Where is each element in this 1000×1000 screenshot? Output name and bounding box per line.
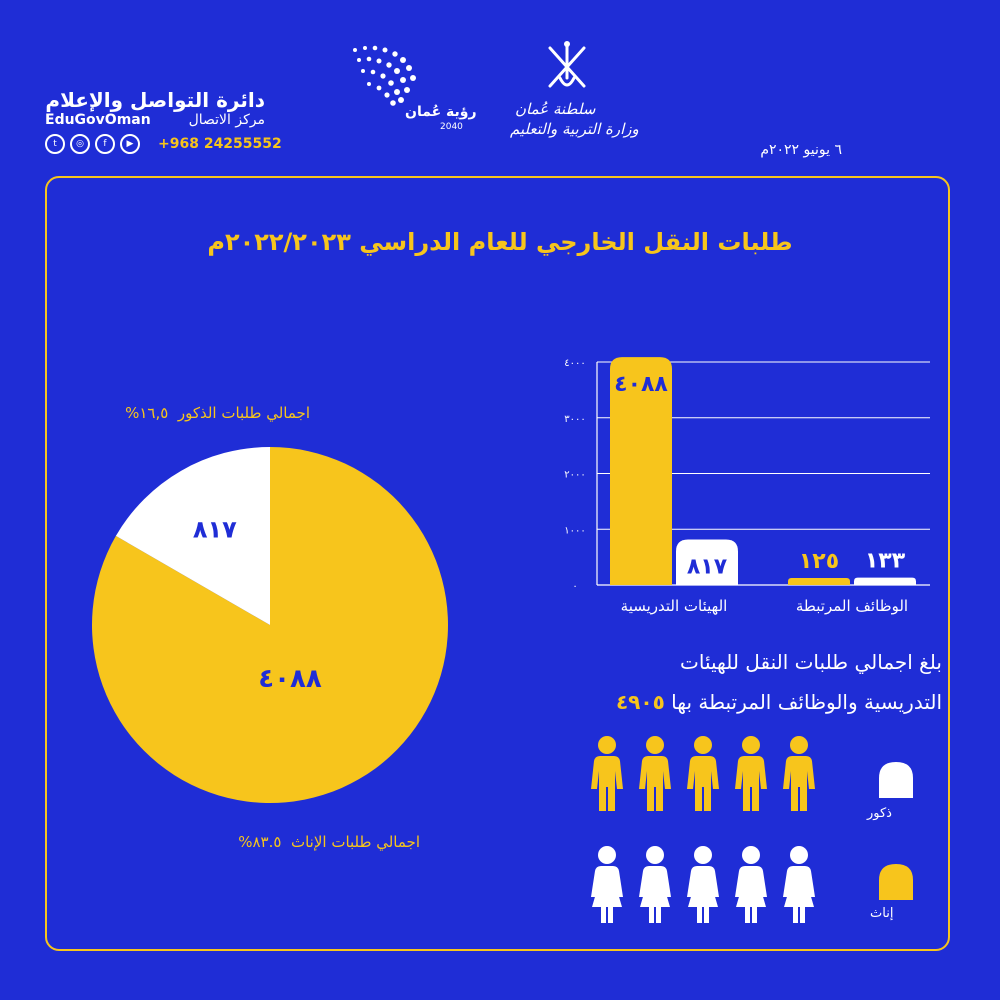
legend-male-swatch [876, 760, 916, 800]
contact-center-label: مركز الاتصال [188, 112, 265, 128]
female-person-icon [735, 846, 767, 923]
people-pictogram [585, 735, 835, 925]
female-person-icon [687, 846, 719, 923]
female-person-icon [591, 846, 623, 923]
bar-value-label: ٨١٧ [686, 554, 728, 580]
pie-chart [90, 445, 450, 805]
vision-text: رؤية عُمان [405, 104, 477, 120]
page-title: طلبات النقل الخارجي للعام الدراسي ٢٠٢٢/٢٠٢٣م [207, 228, 793, 256]
x-category-label: الوظائف المرتبطة [795, 597, 909, 615]
bar-chart [540, 340, 940, 630]
bar-value-label: ١٢٥ [798, 549, 840, 575]
ministry-line-2: وزارة التربية والتعليم [510, 120, 639, 138]
facebook-icon[interactable]: f [95, 134, 115, 154]
pie-female-label: اجمالي طلبات الإناث ٨٣.٥% [238, 833, 420, 851]
pie-label-female: ٤٠٨٨ [258, 664, 322, 694]
summary-line-1: بلغ اجمالي طلبات النقل للهيئات [680, 650, 942, 674]
department-name: دائرة التواصل والإعلام [45, 88, 265, 112]
y-tick-label: ١٠٠٠ [564, 525, 586, 537]
y-tick-label: ٢٠٠٠ [564, 469, 586, 481]
oman-emblem-icon [542, 38, 592, 96]
bar-1-1 [854, 578, 916, 585]
publish-date: ٦ يونيو ٢٠٢٢م [760, 142, 842, 158]
ministry-line-1: سلطنة عُمان [515, 100, 596, 118]
legend-male-label: ذكور [867, 806, 892, 821]
summary-total: ٤٩٠٥ [615, 690, 665, 714]
male-person-icon [687, 736, 719, 811]
vision-year: 2040 [440, 122, 463, 132]
male-person-icon [639, 736, 671, 811]
legend-female-label: إناث [870, 906, 894, 921]
pie-label-male: ٨١٧ [192, 515, 237, 544]
male-person-icon [591, 736, 623, 811]
male-person-icon [735, 736, 767, 811]
female-person-icon [783, 846, 815, 923]
twitter-icon[interactable]: t [45, 134, 65, 154]
y-tick-label: ٤٠٠٠ [564, 358, 586, 369]
x-category-label: الهيئات التدريسية [620, 597, 728, 615]
bar-value-label: ٤٠٨٨ [614, 372, 668, 398]
bar-1-0 [788, 578, 850, 585]
phone-number[interactable]: +968 24255552 [158, 136, 282, 152]
youtube-icon[interactable]: ▶ [120, 134, 140, 154]
social-handle[interactable]: EduGovOman [45, 112, 151, 128]
male-person-icon [783, 736, 815, 811]
y-tick-label: ٠ [572, 581, 578, 592]
instagram-icon[interactable]: ◎ [70, 134, 90, 154]
summary-line-2: التدريسية والوظائف المرتبطة بها ٤٩٠٥ [615, 690, 942, 714]
pie-male-label: اجمالي طلبات الذكور ١٦,٥% [125, 404, 310, 422]
bar-value-label: ١٣٣ [864, 548, 906, 574]
female-person-icon [639, 846, 671, 923]
y-tick-label: ٣٠٠٠ [564, 413, 586, 425]
legend-female-swatch [876, 862, 916, 902]
